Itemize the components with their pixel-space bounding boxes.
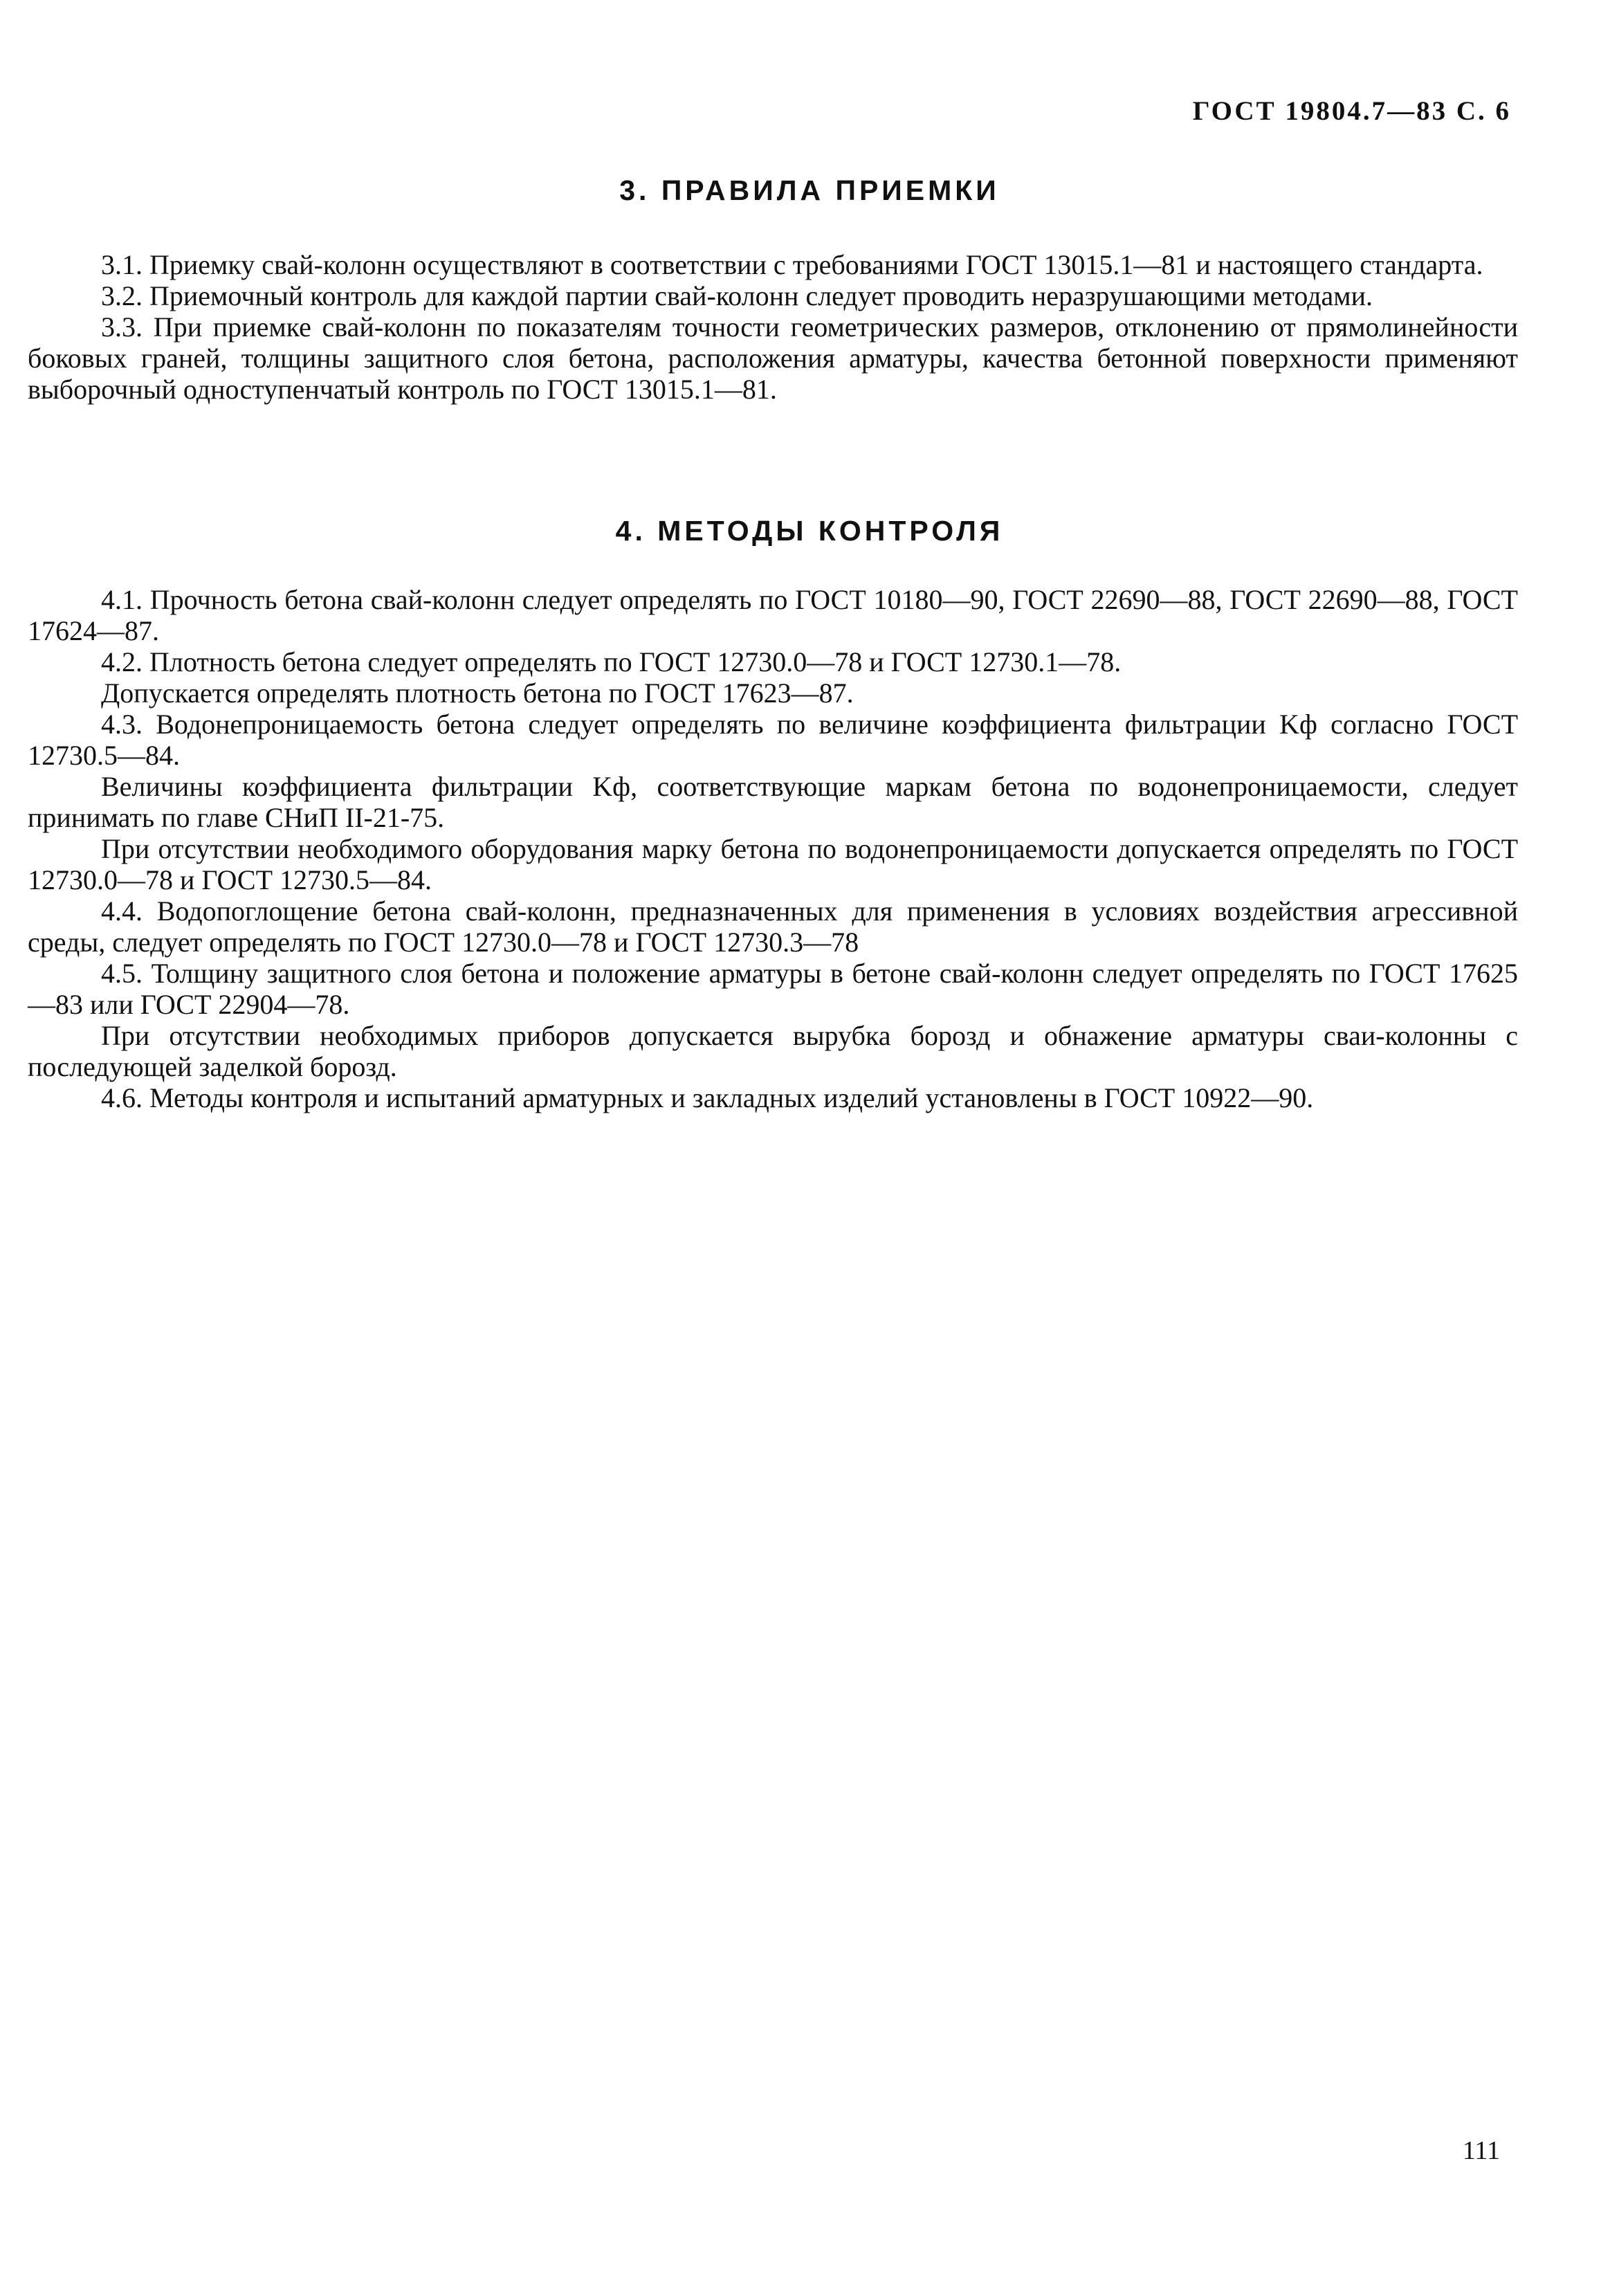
paragraph-4-4: 4.4. Водопоглощение бетона свай-колонн, предназначенных для применения в условиях воздействия агрессивной среды, следует определять по ГОСТ 12730.0—78 и ГОСТ 12730.3—78 xyxy=(28,895,1518,958)
section-3-body xyxy=(28,249,1518,405)
section-4-title: 4. МЕТОДЫ КОНТРОЛЯ xyxy=(615,515,1004,547)
paragraph-4-3-note: При отсутствии необходимого оборудования марку бетона по водонепроницаемости допускается определять по ГОСТ 12730.0—78 и ГОСТ 12730.5—84. xyxy=(28,833,1518,895)
paragraph-4-6: 4.6. Методы контроля и испытаний арматурных и закладных изделий установлены в ГОСТ 10922—90. xyxy=(101,1082,1314,1113)
paragraph-4-5-note: При отсутствии необходимых приборов допускается вырубка борозд и обнажение арматуры сваи-колонны с последующей заделкой борозд. xyxy=(28,1020,1518,1082)
paragraph-4-5: 4.5. Толщину защитного слоя бетона и положение арматуры в бетоне свай-колонн следует определять по ГОСТ 17625—83 или ГОСТ 22904—78. xyxy=(28,958,1518,1020)
page-number: 111 xyxy=(1462,2136,1500,2165)
paragraph-4-2-note: Допускается определять плотность бетона по ГОСТ 17623—87. xyxy=(101,677,854,709)
paragraph-3-3: 3.3. При приемке свай-колонн по показателям точности геометрических размеров, отклонению от прямолинейности боковых граней, толщины защитного слоя бетона, расположения арматуры, качества бетонной поверхности применяют выборочный одноступенчатый контроль по ГОСТ 13015.1—81. xyxy=(28,311,1518,405)
paragraph-4-1: 4.1. Прочность бетона свай-колонн следует определять по ГОСТ 10180—90, ГОСТ 22690—88, ГОСТ 22690—88, ГОСТ 17624—87. xyxy=(28,584,1518,646)
section-3-title: 3. ПРАВИЛА ПРИЕМКИ xyxy=(619,174,1000,206)
paragraph-3-2: 3.2. Приемочный контроль для каждой партии свай-колонн следует проводить неразрушающими методами. xyxy=(101,280,1373,311)
paragraph-4-3: 4.3. Водонепроницаемость бетона следует определять по величине коэффициента фильтрации Kф согласно ГОСТ 12730.5—84. xyxy=(28,709,1518,771)
paragraph-4-3-values: Величины коэффициента фильтрации Kф, соответствующие маркам бетона по водонепроницаемости, следует принимать по главе СНиП II-21-75. xyxy=(28,771,1518,833)
paragraph-4-2: 4.2. Плотность бетона следует определять по ГОСТ 12730.0—78 и ГОСТ 12730.1—78. xyxy=(101,646,1122,677)
paragraph-3-1: 3.1. Приемку свай-колонн осуществляют в соответствии с требованиями ГОСТ 13015.1—81 и настоящего стандарта. xyxy=(101,249,1483,280)
page-header: ГОСТ 19804.7—83 С. 6 xyxy=(1192,96,1511,126)
section-4-body xyxy=(28,584,1518,1113)
